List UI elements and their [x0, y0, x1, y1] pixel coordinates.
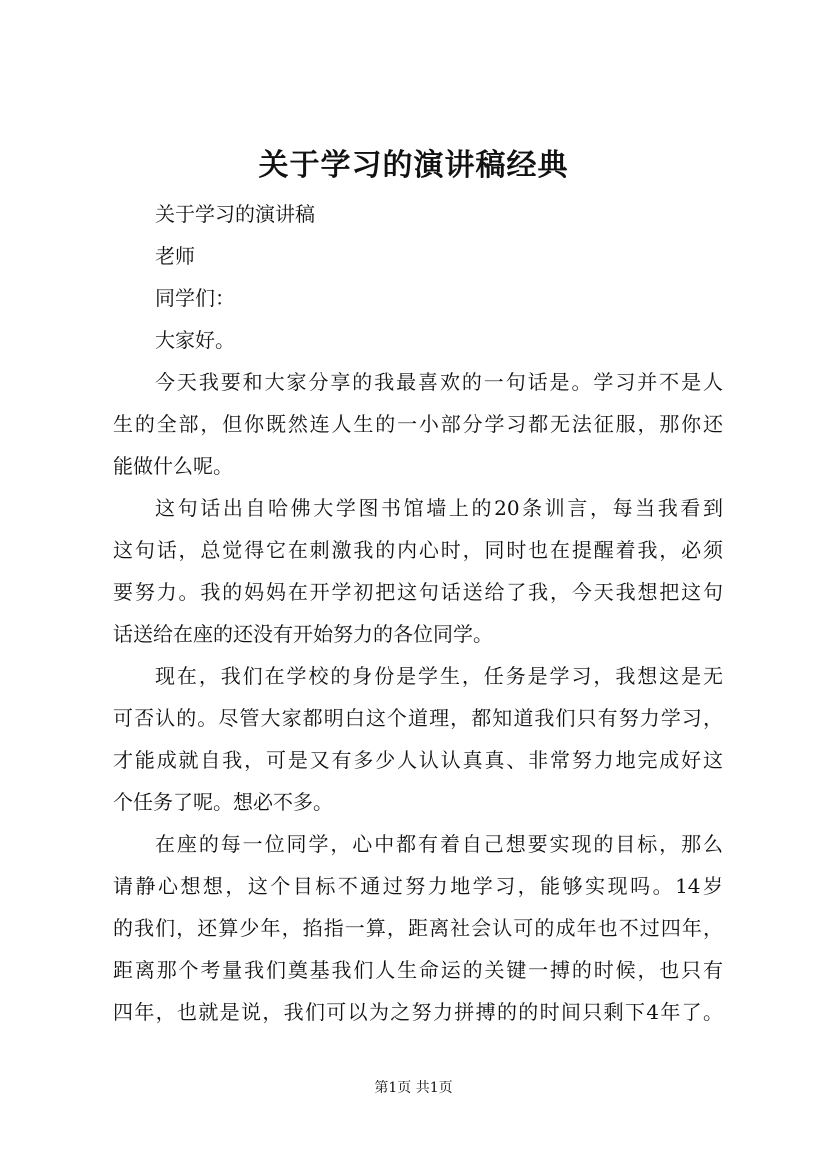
paragraph-line: 才能成就自我，可是又有多少人认认真真、非常努力地完成好这 — [113, 748, 723, 772]
paragraph-line: 四年，也就是说，我们可以为之努力拼搏的的时间只剩下4年了。 — [113, 1000, 723, 1024]
greeting-line: 大家好。 — [155, 328, 235, 352]
paragraph-line: 这句话，总觉得它在刺激我的内心时，同时也在提醒着我，必须 — [113, 538, 723, 562]
paragraph-line: 话送给在座的还没有开始努力的各位同学。 — [113, 622, 493, 646]
paragraph-line: 这句话出自哈佛大学图书馆墙上的20条训言，每当我看到 — [155, 496, 723, 520]
paragraph-line: 个任务了呢。想必不多。 — [113, 790, 333, 814]
salutation-students: 同学们： — [155, 286, 235, 310]
paragraph-line: 现在，我们在学校的身份是学生，任务是学习，我想这是无 — [155, 664, 723, 688]
paragraph-line: 距离那个考量我们奠基我们人生命运的关键一搏的时候，也只有 — [113, 958, 723, 982]
paragraph-line: 在座的每一位同学，心中都有着自己想要实现的目标，那么 — [155, 832, 723, 856]
paragraph-line: 可否认的。尽管大家都明白这个道理，都知道我们只有努力学习， — [113, 706, 723, 730]
paragraph-line: 要努力。我的妈妈在开学初把这句话送给了我，今天我想把这句 — [113, 580, 723, 604]
paragraph-line: 生的全部，但你既然连人生的一小部分学习都无法征服，那你还 — [113, 412, 723, 436]
salutation-teacher: 老师 — [155, 244, 195, 268]
subtitle-line: 关于学习的演讲稿 — [155, 202, 315, 226]
paragraph-line: 的我们，还算少年，掐指一算，距离社会认可的成年也不过四年， — [113, 916, 723, 940]
document-title: 关于学习的演讲稿经典 — [258, 148, 569, 183]
paragraph-line: 请静心想想，这个目标不通过努力地学习，能够实现吗。14岁 — [113, 874, 723, 898]
paragraph-line: 能做什么呢。 — [113, 454, 233, 478]
page-footer: 第1页 共1页 — [374, 1080, 453, 1096]
paragraph-line: 今天我要和大家分享的我最喜欢的一句话是。学习并不是人 — [155, 370, 723, 394]
